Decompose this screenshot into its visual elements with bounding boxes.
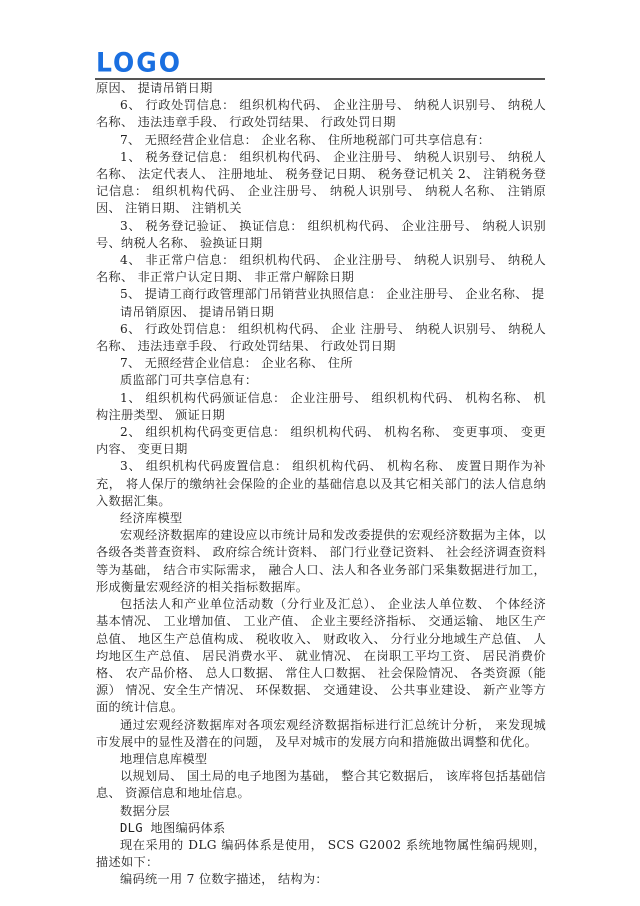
paragraph: 通过宏观经济数据库对各项宏观经济数据指标进行汇总统计分析， 来发现城市发展中的显性及潜在的问题， 及早对城市的发展方向和措施做出调整和优化。: [96, 717, 546, 749]
paragraph: 3、 组织机构代码废置信息： 组织机构代码、 机构名称、 废置日期作为补充， 将人保厅的缴纳社会保险的企业的基础信息以及其它相关部门的法人信息纳入数据汇集。: [96, 459, 546, 508]
paragraph: 宏观经济数据库的建设应以市统计局和发改委提供的宏观经济数据为主体，以各级各类普查资料、 政府综合统计资料、 部门行业登记资料、 社会经济调查资料等为基础， 结合市实际需求， 融合人口、法人和各业务部门采集数据进行加工，形成衡量宏观经济的相关指标数据库。: [96, 528, 546, 594]
section-label: 质监部门可共享信息有：: [120, 373, 258, 388]
paragraph: 1、 税务登记信息： 组织机构代码、 企业注册号、 纳税人识别号、 纳税人名称、 法定代表人、 注册地址、 税务登记日期、 税务登记机关 2、 注销税务登记信息： 组织机构代码、 企业注册号、 纳税人识别号、 纳税人名称、 注销原因、 注销日期、 注销机关: [96, 149, 546, 216]
paragraph: 7、 无照经营企业信息： 企业名称、 住所地税部门可共享信息有：: [120, 132, 491, 147]
section-heading: 地理信息库模型: [120, 751, 208, 766]
paragraph: 以规划局、 国土局的电子地图为基础， 整合其它数据后， 该库将包括基础信息、 资源信息和地址信息。: [96, 769, 546, 801]
paragraph: 4、 非正常户信息： 组织机构代码、 企业注册号、 纳税人识别号、 纳税人名称、 非正常户认定日期、 非正常户解除日期: [96, 253, 546, 285]
paragraph: 编码统一用 7 位数字描述， 结构为：: [120, 872, 328, 887]
section-heading: DLG 地图编码体系: [120, 820, 226, 835]
document-body: [96, 80, 546, 889]
section-heading: 经济库模型: [120, 511, 183, 526]
paragraph: 7、 无照经营企业信息： 企业名称、 住所: [120, 356, 353, 371]
paragraph: 现在采用的 DLG 编码体系是使用， SCS G2002 系统地物属性编码规则， 描述如下：: [96, 837, 546, 870]
paragraph: 3、 税务登记验证、 换证信息： 组织机构代码、 企业注册号、 纳税人识别号、纳税人名称、 验换证日期: [96, 218, 546, 250]
logo: LOGO: [96, 47, 183, 78]
paragraph: 6、 行政处罚信息： 组织机构代码、 企业 注册号、 纳税人识别号、 纳税人名称、 违法违章手段、 行政处罚结果、 行政处罚日期: [96, 321, 546, 354]
paragraph: 包括法人和产业单位活动数（分行业及汇总）、 企业法人单位数、 个体经济基本情况、 工业增加值、 工业产值、 企业主要经济指标、 交通运输、 地区生产总值、 地区生产总值构成、 税收收入、 财政收入、 分行业分地域生产总值、 人均地区生产总值、 居民消费水平、 就业情况、 在岗职工平均工资、 居民消费价格、 农产品价格、 总人口数据、 常住人口数据、 社会保险情况、 各类资源（能源） 情况、安全生产情况、 环保数据、 交通建设、 公共事业建设、 新产业等方面的统计信息。: [96, 597, 546, 715]
paragraph: 6、 行政处罚信息： 组织机构代码、 企业注册号、 纳税人识别号、 纳税人名称、 违法违章手段、 行政处罚结果、 行政处罚日期: [96, 98, 546, 130]
paragraph: 原因、 提请吊销日期: [96, 81, 213, 95]
paragraph: 2、 组织机构代码变更信息： 组织机构代码、 机构名称、 变更事项、 变更内容、 变更日期: [96, 425, 546, 457]
paragraph: 1、 组织机构代码颁证信息： 企业注册号、 组织机构代码、 机构名称、 机构注册类型、 颁证日期: [96, 390, 546, 422]
paragraph: 5、 提请工商行政管理部门吊销营业执照信息： 企业注册号、 企业名称、 提: [120, 287, 545, 302]
paragraph: 请吊销原因、 提请吊销日期: [120, 304, 275, 319]
section-heading: 数据分层: [120, 803, 170, 818]
